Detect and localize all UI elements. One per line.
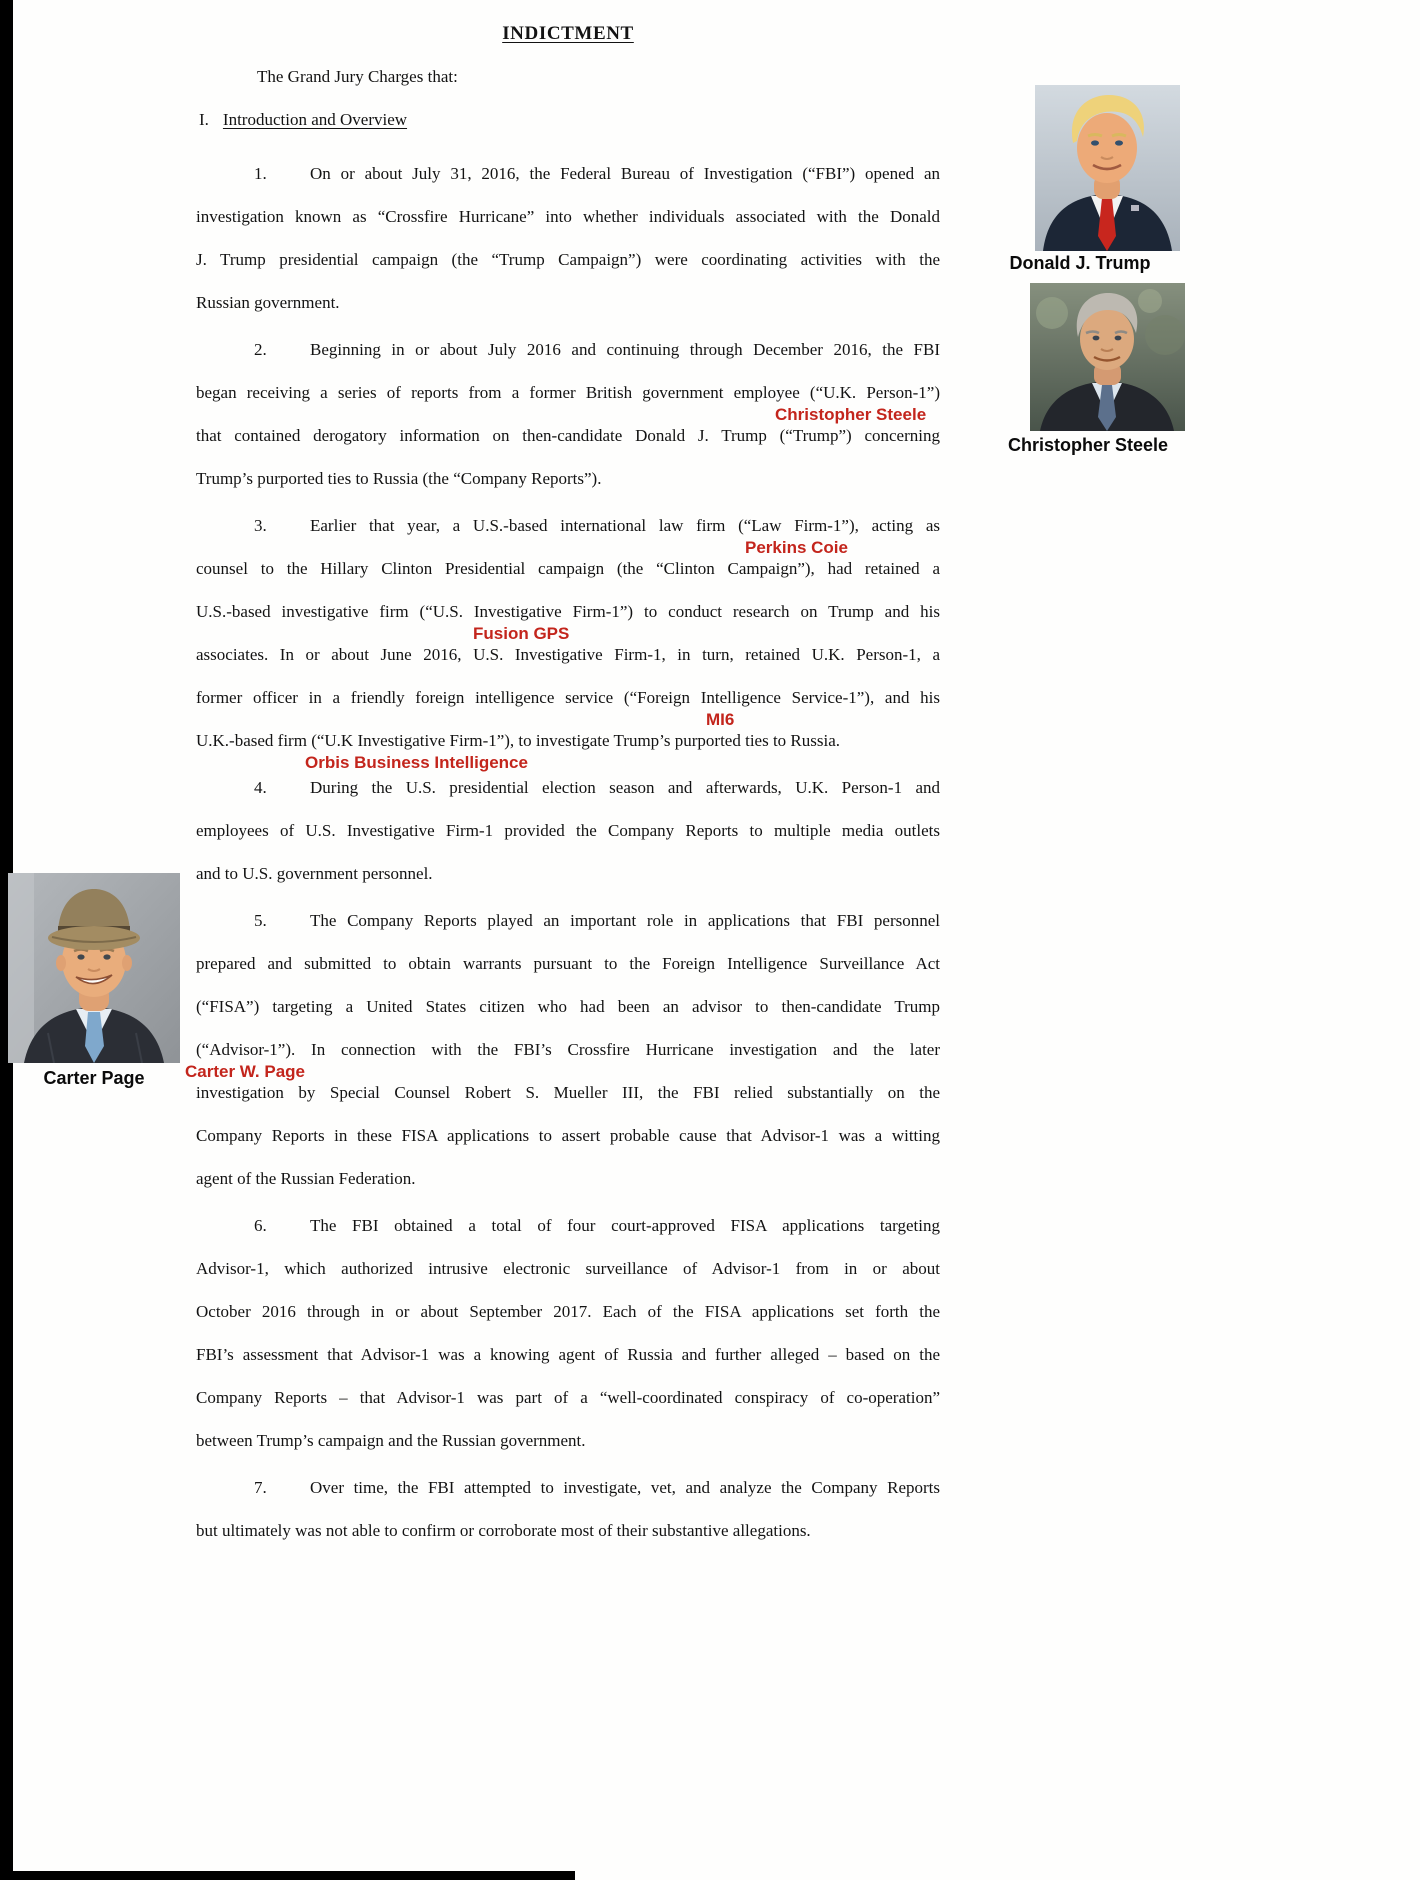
paragraph-first-line: 4. During the U.S. presidential election season and afterwards, U.K. Person-1 and [196, 766, 940, 809]
document-line: October 2016 through in or about September 2017. Each of the FISA applications set forth the [196, 1302, 940, 1321]
annotation-text: Orbis Business Intelligence [305, 753, 528, 772]
annotation-text: MI6 [706, 710, 735, 729]
document-line: counsel to the Hillary Clinton Presidential campaign (the “Clinton Campaign”), had retained a [196, 559, 940, 578]
photo-carter-page [8, 873, 180, 1063]
indictment-document [185, 12, 940, 1552]
photo-caption-page: Carter Page [43, 1068, 145, 1088]
document-line: J. Trump presidential campaign (the “Trump Campaign”) were coordinating activities with the [196, 250, 940, 269]
document-line: investigation by Special Counsel Robert S. Mueller III, the FBI relied substantially on the [196, 1083, 940, 1102]
document-line: Company Reports in these FISA applications to assert probable cause that Advisor-1 was a witting [196, 1126, 940, 1145]
document-line: U.K.-based firm (“U.K Investigative Firm-1”), to investigate Trump’s purported ties to Russia. [196, 731, 841, 750]
document-line: employees of U.S. Investigative Firm-1 provided the Company Reports to multiple media outlets [196, 821, 940, 840]
section-heading [196, 98, 940, 141]
paragraph-number: 3. [254, 516, 267, 535]
paragraph-first-line: 7. Over time, the FBI attempted to investigate, vet, and analyze the Company Reports [196, 1466, 940, 1509]
annotation-text: Christopher Steele [775, 405, 927, 424]
paragraph-number: 5. [254, 911, 267, 930]
document-line: (“FISA”) targeting a United States citizen who had been an advisor to then-candidate Trump [196, 997, 940, 1016]
document-line: and to U.S. government personnel. [196, 864, 433, 883]
document-line: former officer in a friendly foreign intelligence service (“Foreign Intelligence Service-1”), and his [196, 688, 940, 707]
document-line: FBI’s assessment that Advisor-1 was a knowing agent of Russia and further alleged – based on the [196, 1345, 940, 1364]
document-line: U.S.-based investigative firm (“U.S. Investigative Firm-1”) to conduct research on Trump and his [196, 602, 940, 621]
document-line: Company Reports – that Advisor-1 was part of a “well-coordinated conspiracy of co-operation” [196, 1388, 940, 1407]
photo-caption-trump: Donald J. Trump [1009, 253, 1151, 273]
annotation-text: Perkins Coie [745, 538, 848, 557]
header-gap [196, 141, 940, 152]
steele-portrait-illustration [1030, 283, 1185, 431]
document-line: (“Advisor-1”). In connection with the FBI’s Crossfire Hurricane investigation and the later [196, 1040, 940, 1059]
carter-page-portrait-illustration [8, 873, 180, 1063]
paragraph-first-line: 1. On or about July 31, 2016, the Federal Bureau of Investigation (“FBI”) opened an [196, 152, 940, 195]
section-title: Introduction and Overview [222, 110, 408, 129]
paragraph-first-line: 6. The FBI obtained a total of four court-approved FISA applications targeting [196, 1204, 940, 1247]
scan-edge-bottom [0, 1871, 575, 1880]
paragraph-number: 4. [254, 778, 267, 797]
paragraph-first-line: 5. The Company Reports played an important role in applications that FBI personnel [196, 899, 940, 942]
document-line: investigation known as “Crossfire Hurricane” into whether individuals associated with the Donald [196, 207, 940, 226]
section-number: I. [199, 110, 209, 129]
document-line: that contained derogatory information on then-candidate Donald J. Trump (“Trump”) concerning [196, 426, 940, 445]
paragraph-first-line: 2. Beginning in or about July 2016 and continuing through December 2016, the FBI [196, 328, 940, 371]
paragraph-number: 1. [254, 164, 267, 183]
grand-jury-line: The Grand Jury Charges that: [257, 67, 458, 86]
annotation-text: Carter W. Page [185, 1062, 305, 1081]
photo-caption-steele: Christopher Steele [1007, 435, 1169, 455]
photo-christopher-steele [1030, 283, 1185, 431]
paragraph-number: 6. [254, 1216, 267, 1235]
photo-donald-trump [1035, 85, 1180, 251]
paragraph-number: 7. [254, 1478, 267, 1497]
document-line: Russian government. [196, 293, 340, 312]
document-line: Advisor-1, which authorized intrusive electronic surveillance of Advisor-1 from in or about [196, 1259, 940, 1278]
document-line: began receiving a series of reports from a former British government employee (“U.K. Person-1”) [196, 383, 940, 402]
annotation-text: Fusion GPS [473, 624, 570, 643]
document-lines [185, 152, 940, 1552]
paragraph-number: 2. [254, 340, 267, 359]
document-line: prepared and submitted to obtain warrants pursuant to the Foreign Intelligence Surveillance Act [196, 954, 940, 973]
trump-portrait-illustration [1035, 85, 1180, 251]
document-title [196, 12, 940, 55]
paragraph-first-line: 3. Earlier that year, a U.S.-based international law firm (“Law Firm-1”), acting as [196, 504, 940, 547]
document-line: between Trump’s campaign and the Russian government. [196, 1431, 586, 1450]
document-line: but ultimately was not able to confirm or corroborate most of their substantive allegations. [196, 1521, 811, 1540]
document-line: agent of the Russian Federation. [196, 1169, 416, 1188]
document-line: Trump’s purported ties to Russia (the “Company Reports”). [196, 469, 602, 488]
document-title-text: INDICTMENT [502, 23, 634, 44]
document-line: associates. In or about June 2016, U.S. Investigative Firm-1, in turn, retained U.K. Person-1, a [196, 645, 940, 664]
